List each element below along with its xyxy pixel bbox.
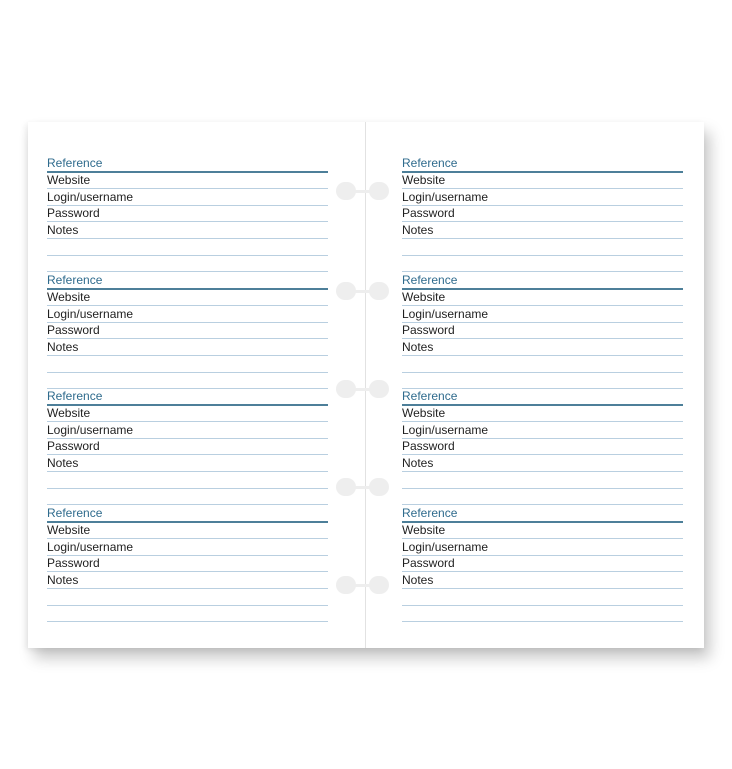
password-label: Password — [402, 556, 455, 571]
login-row — [402, 422, 683, 439]
password-entry — [47, 506, 328, 622]
reference-label: Reference — [47, 505, 103, 520]
notes-row — [47, 222, 328, 239]
website-label: Website — [402, 290, 446, 305]
notes-row — [402, 455, 683, 472]
ring-hole — [369, 576, 389, 594]
reference-label: Reference — [402, 155, 458, 170]
blank-line — [402, 239, 683, 256]
left-page — [28, 122, 366, 648]
blank-line — [402, 373, 683, 390]
password-label: Password — [47, 206, 100, 221]
notes-row — [47, 339, 328, 356]
login-row — [402, 539, 683, 556]
login-row — [402, 306, 683, 323]
password-label: Password — [402, 439, 455, 454]
password-label: Password — [47, 439, 100, 454]
password-entry — [402, 273, 683, 389]
website-label: Website — [402, 523, 446, 538]
reference-row — [47, 506, 328, 523]
website-label: Website — [402, 406, 446, 421]
reference-row — [402, 506, 683, 523]
password-label: Password — [47, 556, 100, 571]
website-row — [47, 406, 328, 423]
login-row — [47, 539, 328, 556]
login-row — [402, 189, 683, 206]
reference-label: Reference — [47, 272, 103, 287]
blank-line — [402, 589, 683, 606]
blank-line — [402, 606, 683, 623]
notes-label: Notes — [47, 222, 79, 237]
login-label: Login/username — [402, 422, 489, 437]
login-label: Login/username — [47, 189, 134, 204]
reference-label: Reference — [402, 505, 458, 520]
password-row — [402, 323, 683, 340]
blank-line — [47, 373, 328, 390]
password-row — [47, 556, 328, 573]
password-row — [402, 439, 683, 456]
login-label: Login/username — [402, 539, 489, 554]
organiser-page-spread — [28, 122, 704, 648]
ring-hole — [369, 282, 389, 300]
ring-hole — [336, 182, 356, 200]
ring-hole — [336, 576, 356, 594]
reference-row — [47, 389, 328, 406]
password-row — [47, 439, 328, 456]
website-row — [402, 173, 683, 190]
blank-line — [402, 256, 683, 273]
password-label: Password — [402, 206, 455, 221]
ring-hole — [336, 380, 356, 398]
notes-label: Notes — [47, 572, 79, 587]
blank-line — [402, 356, 683, 373]
notes-row — [402, 222, 683, 239]
blank-line — [47, 489, 328, 506]
reference-row — [402, 156, 683, 173]
website-row — [402, 290, 683, 307]
blank-line — [402, 489, 683, 506]
login-label: Login/username — [402, 189, 489, 204]
notes-label: Notes — [402, 455, 434, 470]
login-row — [47, 189, 328, 206]
notes-label: Notes — [402, 339, 434, 354]
right-page — [366, 122, 704, 648]
website-row — [402, 523, 683, 540]
password-entry — [47, 156, 328, 272]
password-row — [402, 556, 683, 573]
blank-line — [47, 589, 328, 606]
reference-row — [47, 273, 328, 290]
website-label: Website — [47, 290, 91, 305]
password-entry — [402, 156, 683, 272]
reference-label: Reference — [402, 388, 458, 403]
login-row — [47, 306, 328, 323]
reference-label: Reference — [47, 155, 103, 170]
password-entry — [402, 506, 683, 622]
ring-hole — [369, 380, 389, 398]
reference-row — [47, 156, 328, 173]
password-entry — [402, 389, 683, 505]
password-label: Password — [402, 323, 455, 338]
blank-line — [47, 472, 328, 489]
blank-line — [402, 472, 683, 489]
login-label: Login/username — [47, 306, 134, 321]
notes-row — [402, 339, 683, 356]
website-label: Website — [402, 173, 446, 188]
blank-line — [47, 256, 328, 273]
blank-line — [47, 356, 328, 373]
login-label: Login/username — [47, 422, 134, 437]
login-label: Login/username — [47, 539, 134, 554]
website-label: Website — [47, 523, 91, 538]
password-entry — [47, 273, 328, 389]
reference-label: Reference — [402, 272, 458, 287]
ring-hole — [369, 478, 389, 496]
login-label: Login/username — [402, 306, 489, 321]
notes-row — [402, 572, 683, 589]
website-row — [402, 406, 683, 423]
notes-label: Notes — [402, 222, 434, 237]
password-row — [47, 206, 328, 223]
notes-label: Notes — [47, 455, 79, 470]
notes-label: Notes — [402, 572, 434, 587]
blank-line — [47, 606, 328, 623]
notes-label: Notes — [47, 339, 79, 354]
ring-hole — [336, 478, 356, 496]
ring-hole — [369, 182, 389, 200]
website-row — [47, 290, 328, 307]
reference-row — [402, 389, 683, 406]
blank-line — [47, 239, 328, 256]
notes-row — [47, 572, 328, 589]
password-label: Password — [47, 323, 100, 338]
password-entry — [47, 389, 328, 505]
notes-row — [47, 455, 328, 472]
website-row — [47, 173, 328, 190]
reference-row — [402, 273, 683, 290]
password-row — [47, 323, 328, 340]
website-label: Website — [47, 173, 91, 188]
website-label: Website — [47, 406, 91, 421]
login-row — [47, 422, 328, 439]
ring-hole — [336, 282, 356, 300]
reference-label: Reference — [47, 388, 103, 403]
password-row — [402, 206, 683, 223]
website-row — [47, 523, 328, 540]
